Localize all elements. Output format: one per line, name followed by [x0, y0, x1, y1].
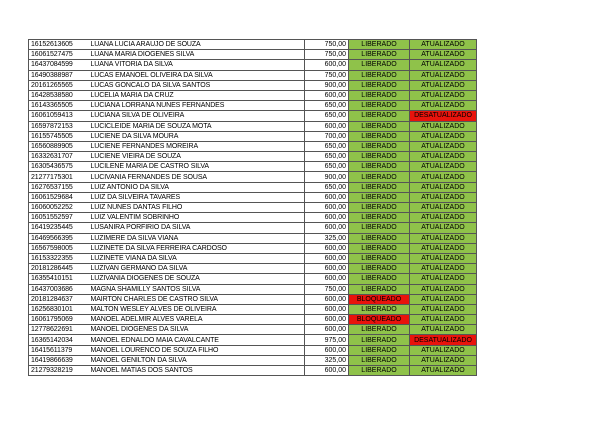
nis-cell[interactable]: 20181284637	[29, 294, 89, 304]
spreadsheet	[28, 39, 477, 376]
table-row	[29, 355, 477, 365]
value-cell[interactable]: 750,00	[305, 40, 349, 50]
table-row	[29, 192, 477, 202]
name-cell[interactable]: LUZIVANIA DIOGENES DE SOUZA	[89, 274, 305, 284]
status-cell[interactable]: LIBERADO	[349, 274, 410, 284]
nis-cell[interactable]: 16437003686	[29, 284, 89, 294]
update-status-cell[interactable]: ATUALIZADO	[410, 233, 477, 243]
name-cell[interactable]: LUIZ DA SILVEIRA TAVARES	[89, 192, 305, 202]
name-cell[interactable]: LUANA MARIA DIOGENES SILVA	[89, 50, 305, 60]
status-cell[interactable]: LIBERADO	[349, 131, 410, 141]
nis-cell[interactable]: 16419235445	[29, 223, 89, 233]
update-status-cell[interactable]: ATUALIZADO	[410, 355, 477, 365]
name-cell[interactable]: LUZIMERE DA SILVA VIANA	[89, 233, 305, 243]
name-cell[interactable]: MANOEL ADELMIR ALVES VARELA	[89, 315, 305, 325]
value-cell[interactable]: 900,00	[305, 80, 349, 90]
nis-cell[interactable]: 16051552597	[29, 213, 89, 223]
update-status-cell[interactable]: ATUALIZADO	[410, 172, 477, 182]
status-cell[interactable]: LIBERADO	[349, 264, 410, 274]
status-cell[interactable]: LIBERADO	[349, 70, 410, 80]
nis-cell[interactable]: 16061059413	[29, 111, 89, 121]
value-cell[interactable]: 900,00	[305, 172, 349, 182]
table-row	[29, 345, 477, 355]
update-status-cell[interactable]: ATUALIZADO	[410, 40, 477, 50]
update-status-cell[interactable]: ATUALIZADO	[410, 315, 477, 325]
table-row	[29, 90, 477, 100]
nis-cell[interactable]: 16061529684	[29, 192, 89, 202]
nis-cell[interactable]: 20161265565	[29, 80, 89, 90]
table-row	[29, 253, 477, 263]
table-row	[29, 284, 477, 294]
update-status-cell[interactable]: ATUALIZADO	[410, 366, 477, 376]
update-status-cell[interactable]: ATUALIZADO	[410, 203, 477, 213]
name-cell[interactable]: LUANA LUCIA ARAUJO DE SOUZA	[89, 40, 305, 50]
status-cell[interactable]: LIBERADO	[349, 355, 410, 365]
update-status-cell[interactable]: ATUALIZADO	[410, 345, 477, 355]
status-cell[interactable]: LIBERADO	[349, 141, 410, 151]
name-cell[interactable]: LUCIANA LORRANA NUNES FERNANDES	[89, 101, 305, 111]
status-cell[interactable]: LIBERADO	[349, 304, 410, 314]
value-cell[interactable]: 600,00	[305, 315, 349, 325]
status-cell[interactable]: LIBERADO	[349, 223, 410, 233]
name-cell[interactable]: LUCIENE FERNANDES MOREIRA	[89, 141, 305, 151]
value-cell[interactable]: 750,00	[305, 284, 349, 294]
status-cell[interactable]: LIBERADO	[349, 325, 410, 335]
update-status-cell[interactable]: DESATUALIZADO	[410, 111, 477, 121]
beneficiary-table	[28, 39, 477, 376]
name-cell[interactable]: LUCIENE DA SILVA MOURA	[89, 131, 305, 141]
name-cell[interactable]: LUCAS EMANOEL OLIVEIRA DA SILVA	[89, 70, 305, 80]
update-status-cell[interactable]: ATUALIZADO	[410, 162, 477, 172]
status-cell[interactable]: LIBERADO	[349, 152, 410, 162]
update-status-cell[interactable]: ATUALIZADO	[410, 192, 477, 202]
update-status-cell[interactable]: ATUALIZADO	[410, 131, 477, 141]
nis-cell[interactable]: 16256830101	[29, 304, 89, 314]
name-cell[interactable]: LUIZ ANTONIO DA SILVA	[89, 182, 305, 192]
value-cell[interactable]: 600,00	[305, 192, 349, 202]
status-cell[interactable]: LIBERADO	[349, 90, 410, 100]
name-cell[interactable]: LUZINETE VIANA DA SILVA	[89, 253, 305, 263]
table-row	[29, 223, 477, 233]
nis-cell[interactable]: 16428538580	[29, 90, 89, 100]
nis-cell[interactable]: 16560889905	[29, 141, 89, 151]
status-cell[interactable]: LIBERADO	[349, 172, 410, 182]
status-cell[interactable]: LIBERADO	[349, 243, 410, 253]
update-status-cell[interactable]: ATUALIZADO	[410, 325, 477, 335]
update-status-cell[interactable]: ATUALIZADO	[410, 152, 477, 162]
value-cell[interactable]: 600,00	[305, 264, 349, 274]
table-row	[29, 162, 477, 172]
table-row	[29, 294, 477, 304]
value-cell[interactable]: 600,00	[305, 60, 349, 70]
table-row	[29, 152, 477, 162]
value-cell[interactable]: 650,00	[305, 152, 349, 162]
name-cell[interactable]: MAIRTON CHARLES DE CASTRO SILVA	[89, 294, 305, 304]
value-cell[interactable]: 650,00	[305, 101, 349, 111]
name-cell[interactable]: MALTON WESLEY ALVES DE OLIVEIRA	[89, 304, 305, 314]
nis-cell[interactable]: 16597872153	[29, 121, 89, 131]
value-cell[interactable]: 600,00	[305, 345, 349, 355]
name-cell[interactable]: LUCIVANIA FERNANDES DE SOUSA	[89, 172, 305, 182]
value-cell[interactable]: 650,00	[305, 141, 349, 151]
update-status-cell[interactable]: ATUALIZADO	[410, 80, 477, 90]
table-row	[29, 101, 477, 111]
value-cell[interactable]: 600,00	[305, 325, 349, 335]
update-status-cell[interactable]: ATUALIZADO	[410, 264, 477, 274]
status-cell[interactable]: LIBERADO	[349, 101, 410, 111]
status-cell[interactable]: LIBERADO	[349, 50, 410, 60]
nis-cell[interactable]: 16143365505	[29, 101, 89, 111]
table-row	[29, 335, 477, 345]
value-cell[interactable]: 650,00	[305, 182, 349, 192]
status-cell[interactable]: LIBERADO	[349, 192, 410, 202]
name-cell[interactable]: LUCILENE MARIA DE CASTRO SILVA	[89, 162, 305, 172]
value-cell[interactable]: 600,00	[305, 90, 349, 100]
value-cell[interactable]: 600,00	[305, 253, 349, 263]
value-cell[interactable]: 600,00	[305, 304, 349, 314]
update-status-cell[interactable]: ATUALIZADO	[410, 253, 477, 263]
update-status-cell[interactable]: DESATUALIZADO	[410, 335, 477, 345]
nis-cell[interactable]: 16419866639	[29, 355, 89, 365]
status-cell[interactable]: LIBERADO	[349, 345, 410, 355]
nis-cell[interactable]: 20181286445	[29, 264, 89, 274]
table-row	[29, 366, 477, 376]
table-row	[29, 131, 477, 141]
table-row	[29, 80, 477, 90]
name-cell[interactable]: LUZINETE DA SILVA FERREIRA CARDOSO	[89, 243, 305, 253]
update-status-cell[interactable]: ATUALIZADO	[410, 213, 477, 223]
update-status-cell[interactable]: ATUALIZADO	[410, 294, 477, 304]
update-status-cell[interactable]: ATUALIZADO	[410, 304, 477, 314]
name-cell[interactable]: LUCIANA SILVA DE OLIVEIRA	[89, 111, 305, 121]
name-cell[interactable]: LUZIVAN GERMANO DA SILVA	[89, 264, 305, 274]
status-cell[interactable]: LIBERADO	[349, 111, 410, 121]
value-cell[interactable]: 600,00	[305, 213, 349, 223]
value-cell[interactable]: 600,00	[305, 223, 349, 233]
nis-cell[interactable]: 16355410151	[29, 274, 89, 284]
nis-cell[interactable]: 16365142034	[29, 335, 89, 345]
update-status-cell[interactable]: ATUALIZADO	[410, 182, 477, 192]
status-cell[interactable]: LIBERADO	[349, 40, 410, 50]
status-cell[interactable]: LIBERADO	[349, 162, 410, 172]
status-cell[interactable]: BLOQUEADO	[349, 315, 410, 325]
nis-cell[interactable]: 16152613605	[29, 40, 89, 50]
table-row	[29, 141, 477, 151]
value-cell[interactable]: 325,00	[305, 355, 349, 365]
status-cell[interactable]: LIBERADO	[349, 253, 410, 263]
table-row	[29, 315, 477, 325]
status-cell[interactable]: LIBERADO	[349, 80, 410, 90]
update-status-cell[interactable]: ATUALIZADO	[410, 50, 477, 60]
table-row	[29, 50, 477, 60]
table-row	[29, 121, 477, 131]
table-row	[29, 304, 477, 314]
table-row	[29, 203, 477, 213]
value-cell[interactable]: 750,00	[305, 70, 349, 80]
update-status-cell[interactable]: ATUALIZADO	[410, 284, 477, 294]
status-cell[interactable]: LIBERADO	[349, 213, 410, 223]
name-cell[interactable]: LUANA VITORIA DA SILVA	[89, 60, 305, 70]
name-cell[interactable]: LUIZ NUNES DANTAS FILHO	[89, 203, 305, 213]
update-status-cell[interactable]: ATUALIZADO	[410, 274, 477, 284]
nis-cell[interactable]: 16061795069	[29, 315, 89, 325]
table-row	[29, 264, 477, 274]
update-status-cell[interactable]: ATUALIZADO	[410, 141, 477, 151]
nis-cell[interactable]: 16305436575	[29, 162, 89, 172]
name-cell[interactable]: MANOEL MATIAS DOS SANTOS	[89, 366, 305, 376]
nis-cell[interactable]: 16490388987	[29, 70, 89, 80]
status-cell[interactable]: LIBERADO	[349, 203, 410, 213]
name-cell[interactable]: LUCELIA MARIA DA CRUZ	[89, 90, 305, 100]
nis-cell[interactable]: 12778622691	[29, 325, 89, 335]
nis-cell[interactable]: 21279328219	[29, 366, 89, 376]
update-status-cell[interactable]: ATUALIZADO	[410, 243, 477, 253]
value-cell[interactable]: 600,00	[305, 243, 349, 253]
status-cell[interactable]: LIBERADO	[349, 366, 410, 376]
name-cell[interactable]: LUCIENE VIEIRA DE SOUZA	[89, 152, 305, 162]
table-body	[29, 40, 477, 376]
status-cell[interactable]: BLOQUEADO	[349, 294, 410, 304]
value-cell[interactable]: 600,00	[305, 203, 349, 213]
table-row	[29, 40, 477, 50]
status-cell[interactable]: LIBERADO	[349, 121, 410, 131]
value-cell[interactable]: 600,00	[305, 121, 349, 131]
name-cell[interactable]: MAGNA SHAMILLY SANTOS SILVA	[89, 284, 305, 294]
table-row	[29, 60, 477, 70]
name-cell[interactable]: LUSANIRA PORFIRIO DA SILVA	[89, 223, 305, 233]
value-cell[interactable]: 600,00	[305, 366, 349, 376]
value-cell[interactable]: 600,00	[305, 274, 349, 284]
name-cell[interactable]: LUIZ VALENTIM SOBRINHO	[89, 213, 305, 223]
value-cell[interactable]: 650,00	[305, 162, 349, 172]
table-row	[29, 70, 477, 80]
table-row	[29, 111, 477, 121]
status-cell[interactable]: LIBERADO	[349, 182, 410, 192]
nis-cell[interactable]: 16332631707	[29, 152, 89, 162]
nis-cell[interactable]: 16276537155	[29, 182, 89, 192]
table-row	[29, 274, 477, 284]
update-status-cell[interactable]: ATUALIZADO	[410, 90, 477, 100]
table-row	[29, 213, 477, 223]
nis-cell[interactable]: 16155745505	[29, 131, 89, 141]
nis-cell[interactable]: 16415611379	[29, 345, 89, 355]
nis-cell[interactable]: 16567598005	[29, 243, 89, 253]
nis-cell[interactable]: 16061527475	[29, 50, 89, 60]
table-row	[29, 233, 477, 243]
value-cell[interactable]: 600,00	[305, 294, 349, 304]
value-cell[interactable]: 650,00	[305, 111, 349, 121]
table-row	[29, 172, 477, 182]
name-cell[interactable]: MANOEL LOURENCO DE SOUZA FILHO	[89, 345, 305, 355]
value-cell[interactable]: 325,00	[305, 233, 349, 243]
status-cell[interactable]: LIBERADO	[349, 60, 410, 70]
table-row	[29, 325, 477, 335]
name-cell[interactable]: LUCAS GONCALO DA SILVA SANTOS	[89, 80, 305, 90]
status-cell[interactable]: LIBERADO	[349, 335, 410, 345]
update-status-cell[interactable]: ATUALIZADO	[410, 70, 477, 80]
table-row	[29, 243, 477, 253]
nis-cell[interactable]: 16437084599	[29, 60, 89, 70]
value-cell[interactable]: 975,00	[305, 335, 349, 345]
update-status-cell[interactable]: ATUALIZADO	[410, 223, 477, 233]
update-status-cell[interactable]: ATUALIZADO	[410, 60, 477, 70]
name-cell[interactable]: MANOEL EDNALDO MAIA CAVALCANTE	[89, 335, 305, 345]
status-cell[interactable]: LIBERADO	[349, 233, 410, 243]
nis-cell[interactable]: 21277175301	[29, 172, 89, 182]
update-status-cell[interactable]: ATUALIZADO	[410, 101, 477, 111]
name-cell[interactable]: MANOEL GENILTON DA SILVA	[89, 355, 305, 365]
name-cell[interactable]: MANOEL DIOGENES DA SILVA	[89, 325, 305, 335]
table-row	[29, 182, 477, 192]
update-status-cell[interactable]: ATUALIZADO	[410, 121, 477, 131]
nis-cell[interactable]: 16060052252	[29, 203, 89, 213]
status-cell[interactable]: LIBERADO	[349, 284, 410, 294]
value-cell[interactable]: 700,00	[305, 131, 349, 141]
nis-cell[interactable]: 16153322355	[29, 253, 89, 263]
nis-cell[interactable]: 16469566395	[29, 233, 89, 243]
value-cell[interactable]: 750,00	[305, 50, 349, 60]
name-cell[interactable]: LUCICLEIDE MARIA DE SOUZA MOTA	[89, 121, 305, 131]
